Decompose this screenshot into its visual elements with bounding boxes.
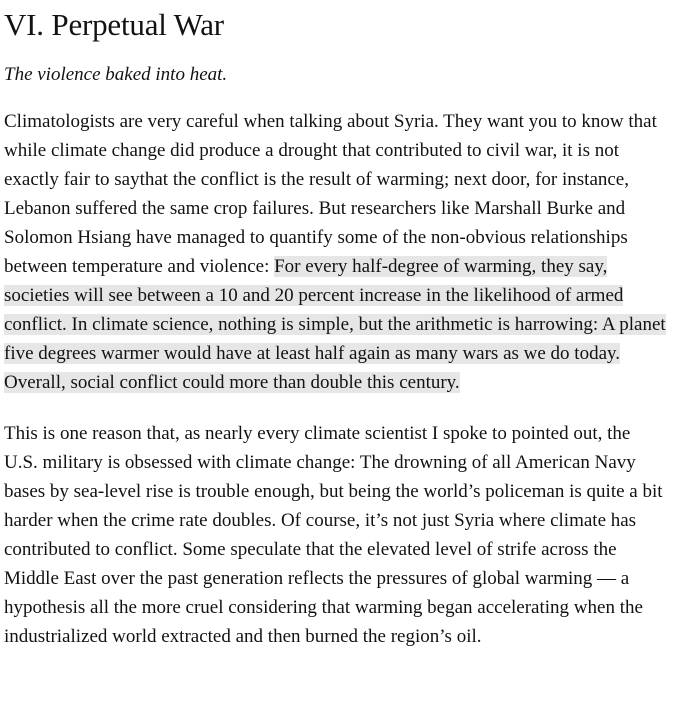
paragraph-2: This is one reason that, as nearly every climate scientist I spoke to pointed out, the U.S. military is obsessed with climate change: The drowning of all American Navy bases by sea-level rise is trouble enough, but being the world’s policeman is quite a bit harder when the crime rate doubles. Of course, it’s not just Syria where climate has contributed to conflict. Some speculate that the elevated level of strife across the Middle East over the past generation reflects the pressures of global warming — a hypothesis all the more cruel considering that warming began accelerating when the industrialized world extracted and then burned the region’s oil. — [4, 423, 663, 647]
paragraph-1 — [4, 107, 668, 397]
section-dek: The violence baked into heat. — [4, 64, 228, 85]
article-section — [0, 6, 668, 651]
paragraph-1-text: Climatologists are very careful when talking about Syria. They want you to know that while climate change did produce a drought that contributed to civil war, it is not exactly fair to saythat the conflict is the result of warming; next door, for instance, Lebanon suffered the same crop failures. But researchers like Marshall Burke and Solomon Hsiang have managed to quantify some of the non-obvious relationships between temperature and violence: — [4, 111, 657, 277]
highlighted-quote[interactable]: For every half-degree of warming, they say, societies will see between a 10 and 20 percent increase in the likelihood of armed conflict. In climate science, nothing is simple, but the arithmetic is harrowing: A planet five degrees warmer would have at least half again as many wars as we do today. Overall, social conflict could more than double this century. — [4, 256, 666, 393]
section-heading: VI. Perpetual War — [4, 7, 224, 42]
